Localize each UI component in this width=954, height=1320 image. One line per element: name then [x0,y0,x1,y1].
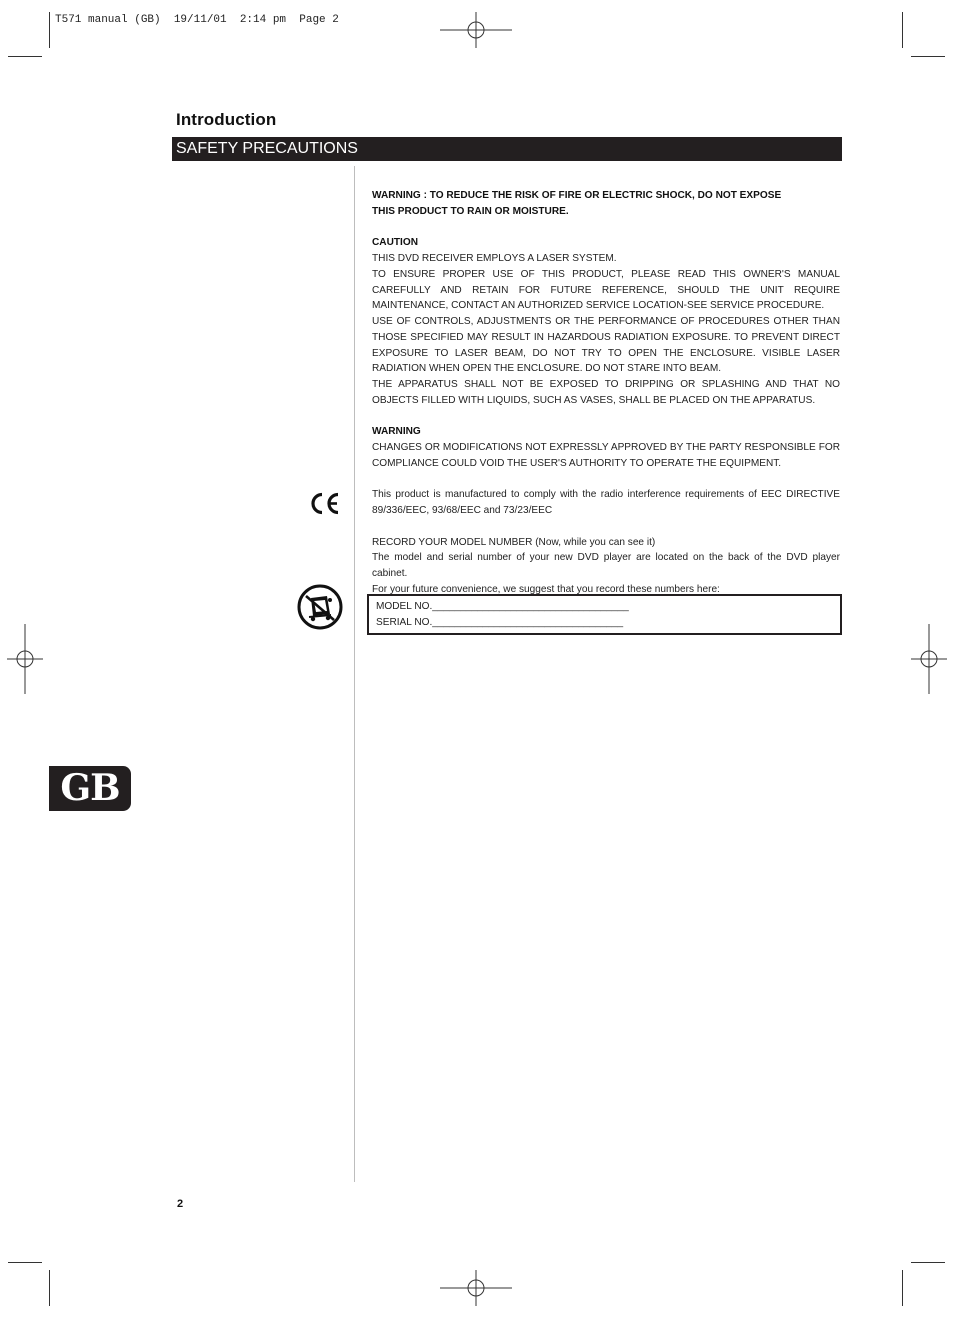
record-number-box [367,594,842,635]
warning-paragraph: CHANGES OR MODIFICATIONS NOT EXPRESSLY APPROVED BY THE PARTY RESPONSIBLE FOR COMPLIANCE COULD VOID THE USER'S AUTHORITY TO OPERATE THE EQUIPMENT. [372,442,840,469]
page-number: 2 [177,1198,184,1210]
crop-mark [902,1270,903,1306]
cart-warning-icon [297,584,343,630]
warning-heading: WARNING [372,426,421,438]
caution-paragraph: THE APPARATUS SHALL NOT BE EXPOSED TO DRIPPING OR SPLASHING AND THAT NO OBJECTS FILLED WITH LIQUIDS, SUCH AS VASES, SHALL BE PLACED ON THE APPARATUS. [372,379,840,406]
registration-mark-icon [440,12,512,48]
record-heading: RECORD YOUR MODEL NUMBER (Now, while you can see it) [372,536,656,548]
print-slug: T571 manual (GB) 19/11/01 2:14 pm Page 2 [55,14,339,26]
model-number-field[interactable]: MODEL NO.___________________________________ [376,601,629,612]
crop-mark [911,1262,945,1263]
registration-mark-icon [440,1270,512,1306]
serial-number-field[interactable]: SERIAL NO.__________________________________ [376,617,624,628]
crop-mark [8,1262,42,1263]
section-title-bar: SAFETY PRECAUTIONS [172,137,842,161]
record-paragraph: The model and serial number of your new DVD player are located on the back of the DVD player cabinet. [372,552,840,579]
crop-mark [8,56,42,57]
caution-heading: CAUTION [372,237,418,249]
safety-text [372,188,840,598]
record-paragraph: For your future convenience, we suggest that you record these numbers here: [372,583,720,595]
warning-heading: WARNING : TO REDUCE THE RISK OF FIRE OR ELECTRIC SHOCK, DO NOT EXPOSE [372,190,782,201]
ce-mark-icon [309,491,341,516]
column-divider [354,166,355,1182]
crop-mark [911,56,945,57]
caution-paragraph: TO ENSURE PROPER USE OF THIS PRODUCT, PLEASE READ THIS OWNER'S MANUAL CAREFULLY AND RETAIN FOR FUTURE REFERENCE, SHOULD THE UNIT REQUIRE MAINTENANCE, CONTACT AN AUTHORIZED SERVICE LOCATION-SEE SERVICE PROCEDURE. [372,268,840,312]
caution-paragraph: THIS DVD RECEIVER EMPLOYS A LASER SYSTEM. [372,253,617,264]
crop-mark [49,1270,50,1306]
caution-paragraph: USE OF CONTROLS, ADJUSTMENTS OR THE PERFORMANCE OF PROCEDURES OTHER THAN THOSE SPECIFIED MAY RESULT IN HAZARDOUS RADIATION EXPOSURE. TO PREVENT DIRECT EXPOSURE TO LASER BEAM, DO NOT TRY TO OPEN THE ENCLOSURE. VISIBLE LASER RADIATION WHEN OPEN THE ENCLOSURE. DO NOT STARE INTO BEAM. [372,316,840,375]
language-tab: GB [49,766,131,811]
crop-mark [902,12,903,48]
registration-mark-icon [911,624,947,694]
warning-heading: THIS PRODUCT TO RAIN OR MOISTURE. [372,205,569,217]
chapter-title: Introduction [176,110,277,129]
registration-mark-icon [7,624,43,694]
crop-mark [49,12,50,48]
eec-paragraph: This product is manufactured to comply with the radio interference requirements of EEC DIRECTIVE 89/336/EEC, 93/68/EEC and 73/23/EEC [372,489,840,516]
